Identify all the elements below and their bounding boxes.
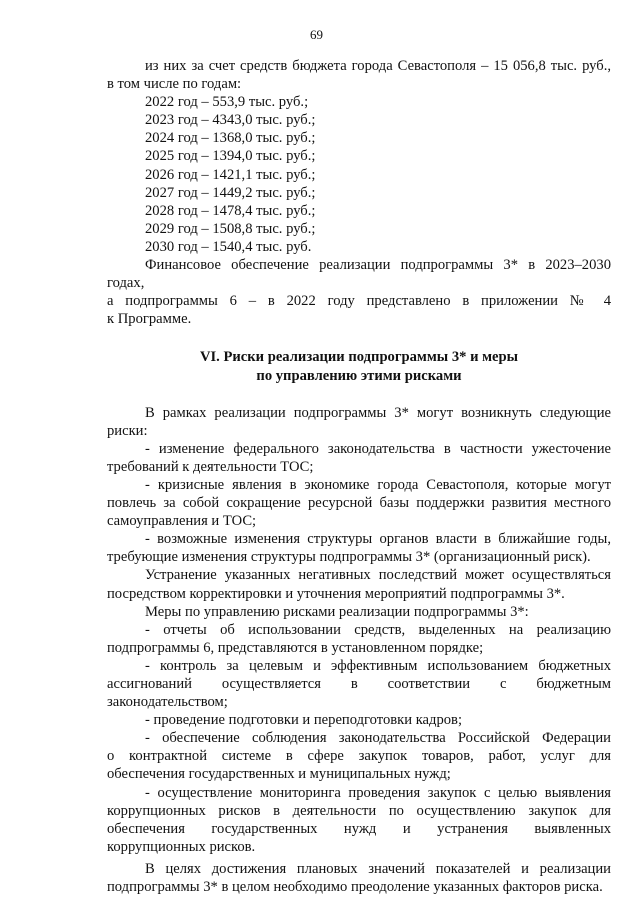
risks-intro-line-1: В рамках реализации подпрограммы 3* могут возникнуть следующие (145, 404, 611, 421)
section-heading-line-2: по управлению этими рисками (256, 367, 462, 384)
risk-item (107, 476, 611, 530)
measure-item (107, 784, 611, 856)
conclusion-line-2: подпрограммы 3* в целом необходимо преодоление указанных факторов риска. (107, 879, 603, 896)
year-item: 2028 год – 1478,4 тыс. руб.; (145, 202, 316, 219)
year-item: 2027 год – 1449,2 тыс. руб.; (145, 184, 316, 201)
year-item: 2022 год – 553,9 тыс. руб.; (145, 94, 309, 111)
risk-line: - изменение федерального законодательства в частности ужесточение (145, 440, 611, 457)
measure-line: законодательством; (107, 694, 228, 711)
measure-line: - контроль за целевым и эффективным использованием бюджетных (145, 657, 611, 674)
risk-line: - кризисные явления в экономике города Севастополя, которые могут (145, 476, 611, 493)
measure-item (107, 621, 611, 657)
measure-line: коррупционных рисков в деятельности по осуществлению закупок для (107, 802, 611, 819)
intro-line-1: из них за счет средств бюджета города Севастополя – 15 056,8 тыс. руб., (145, 58, 611, 74)
measure-item (107, 711, 611, 729)
risk-line: - возможные изменения структуры органов власти в ближайшие годы, (145, 531, 611, 548)
measure-line: - отчеты об использовании средств, выделенных на реализацию (145, 621, 611, 638)
measure-item (107, 657, 611, 711)
measure-line: подпрограммы 6, представляются в установленном порядке; (107, 639, 484, 656)
intro-line-2: в том числе по годам: (107, 76, 242, 93)
measure-line: - обеспечение соблюдения законодательства Российской Федерации (145, 730, 611, 747)
elimination-line-2: посредством корректировки и уточнения мероприятий подпрограммы 3*. (107, 585, 565, 602)
measure-line: - осуществление мониторинга проведения закупок с целью выявления (145, 784, 611, 801)
financing-line-1: Финансовое обеспечение реализации подпрограммы 3* в 2023–2030 годах, (107, 257, 611, 292)
financing-line-2: а подпрограммы 6 – в 2022 году представлено в приложении № 4 (107, 293, 611, 310)
section-heading-line-1: VI. Риски реализации подпрограммы 3* и меры (199, 349, 519, 366)
conclusion-line-1: В целях достижения плановых значений показателей и реализации (145, 860, 611, 877)
measures-intro: Меры по управлению рисками реализации подпрограммы 3*: (145, 603, 529, 620)
risks-intro-line-2: риски: (107, 422, 148, 439)
elimination-line-1: Устранение указанных негативных последствий может осуществляться (145, 567, 611, 584)
page-number: 69 (310, 27, 323, 42)
measure-line: обеспечения государственных нужд и устранения выявленных (107, 820, 611, 837)
yearly-amounts-list (107, 93, 611, 256)
year-item: 2029 год – 1508,8 тыс. руб.; (145, 220, 316, 237)
measure-line: - проведение подготовки и переподготовки кадров; (145, 712, 462, 729)
financing-line-3: к Программе. (107, 311, 192, 328)
year-item: 2024 год – 1368,0 тыс. руб.; (145, 130, 316, 147)
measure-line: о контрактной системе в сфере закупок товаров, работ, услуг для (107, 748, 611, 765)
year-item: 2026 год – 1421,1 тыс. руб.; (145, 166, 316, 183)
measure-line: коррупционных рисков. (107, 838, 256, 855)
risk-item (107, 530, 611, 566)
measure-line: ассигнований осуществляется в соответствии с бюджетным (107, 676, 611, 692)
year-item: 2025 год – 1394,0 тыс. руб.; (145, 148, 316, 165)
year-item: 2030 год – 1540,4 тыс. руб. (145, 238, 312, 255)
measure-item (107, 729, 611, 783)
risk-line: требующие изменения структуры подпрограммы 3* (организационный риск). (107, 549, 591, 566)
page-content (107, 57, 611, 896)
measure-line: обеспечения государственных и муниципальных нужд; (107, 766, 451, 783)
risk-line: требований к деятельности ТОС; (107, 458, 314, 475)
risk-line: повлечь за собой сокращение ресурсной базы поддержки развития местного (107, 495, 611, 512)
risk-item (107, 440, 611, 476)
risk-line: самоуправления и ТОС; (107, 513, 257, 530)
year-item: 2023 год – 4343,0 тыс. руб.; (145, 112, 316, 129)
